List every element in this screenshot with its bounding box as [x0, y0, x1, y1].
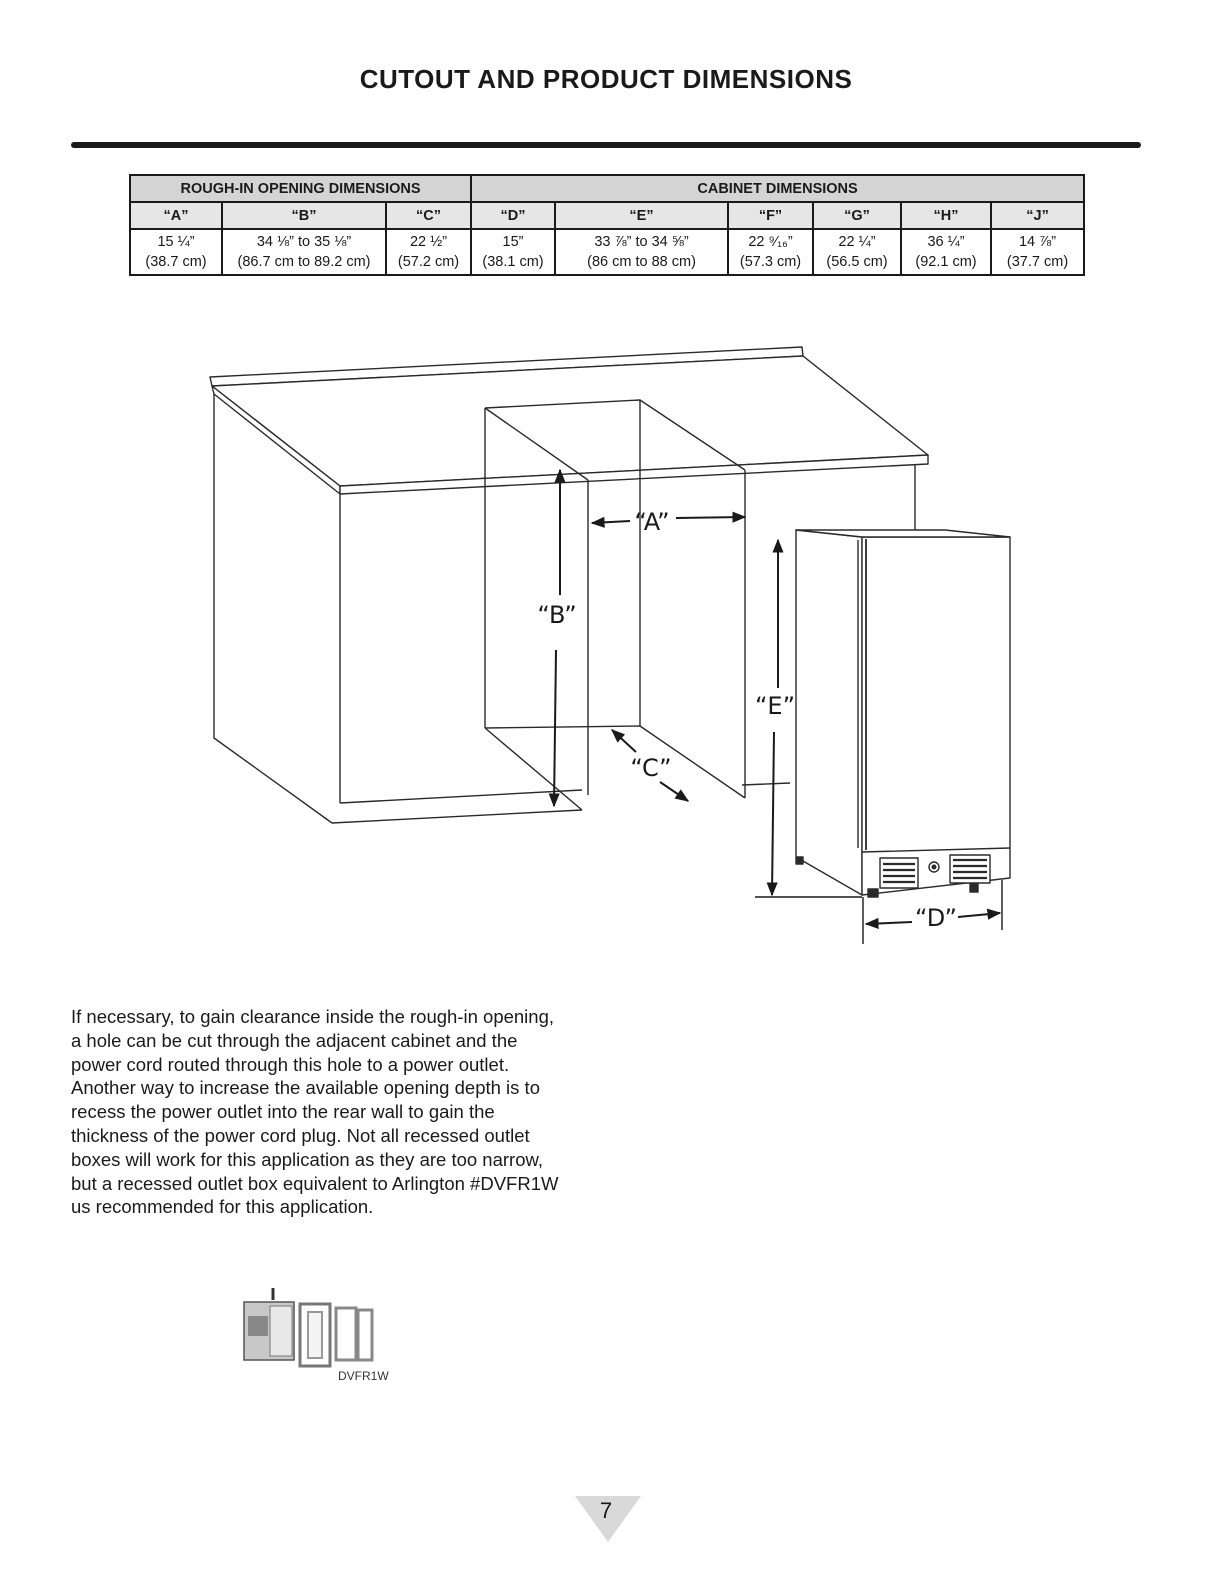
column-header: “A”	[130, 202, 222, 229]
table-cell: 22 ⁹⁄₁₆” (57.3 cm)	[728, 229, 813, 275]
rough-in-group-header: ROUGH-IN OPENING DIMENSIONS	[130, 175, 471, 202]
column-header: “J”	[991, 202, 1084, 229]
table-cell: 36 ¼” (92.1 cm)	[901, 229, 991, 275]
column-header: “G”	[813, 202, 901, 229]
column-header: “F”	[728, 202, 813, 229]
table-cell: 15 ¼” (38.7 cm)	[130, 229, 222, 275]
cabinet-group-header: CABINET DIMENSIONS	[471, 175, 1084, 202]
table-cell: 15” (38.1 cm)	[471, 229, 555, 275]
wine-cooler-unit	[796, 530, 1010, 897]
table-cell: 22 ½” (57.2 cm)	[386, 229, 471, 275]
outlet-caption: DVFR1W	[338, 1369, 389, 1383]
installation-note: If necessary, to gain clearance inside the rough-in opening, a hole can be cut through the adjacent cabinet and the power cord routed through this hole to a power outlet. Another way to increase the available opening depth is to recess the power outlet into the rear wall to gain the thickness of the power cord plug. Not all recessed outlet boxes will work for this application as they are too narrow, but a recessed outlet box equivalent to Arlington #DVFR1W us recommended for this application.	[71, 1006, 559, 1218]
dimension-a-label: “A”	[634, 508, 670, 536]
countertop	[210, 347, 928, 494]
dimension-e-arrow-bottom	[772, 732, 774, 895]
outlet-box-illustration	[240, 1288, 390, 1384]
column-header: “H”	[901, 202, 991, 229]
dimension-d-arrow-left	[866, 922, 912, 924]
dimension-c-label: “C”	[630, 754, 672, 782]
dimension-c-arrow-upper	[612, 730, 636, 752]
dimension-e-label: “E”	[754, 692, 796, 720]
column-header: “B”	[222, 202, 386, 229]
table-cell: 22 ¼” (56.5 cm)	[813, 229, 901, 275]
dimension-b-arrow-bottom	[554, 650, 556, 806]
page-title: CUTOUT AND PRODUCT DIMENSIONS	[359, 64, 853, 94]
table-cell: 33 ⅞” to 34 ⅝” (86 cm to 88 cm)	[555, 229, 728, 275]
column-header: “E”	[555, 202, 728, 229]
dimension-d-label: “D”	[915, 904, 957, 932]
dimension-d-arrow-right	[958, 913, 1000, 917]
dimension-b-label: “B”	[537, 601, 577, 629]
page-number: 7	[599, 1498, 613, 1523]
column-header: “D”	[471, 202, 555, 229]
table-cell: 34 ⅛” to 35 ⅛” (86.7 cm to 89.2 cm)	[222, 229, 386, 275]
page-number-badge	[575, 1496, 641, 1544]
dimension-a-arrow-right	[676, 517, 745, 518]
dimension-c-arrow-lower	[660, 782, 688, 801]
table-cell: 14 ⅞” (37.7 cm)	[991, 229, 1084, 275]
column-header: “C”	[386, 202, 471, 229]
dimension-a-arrow-left	[592, 521, 630, 523]
